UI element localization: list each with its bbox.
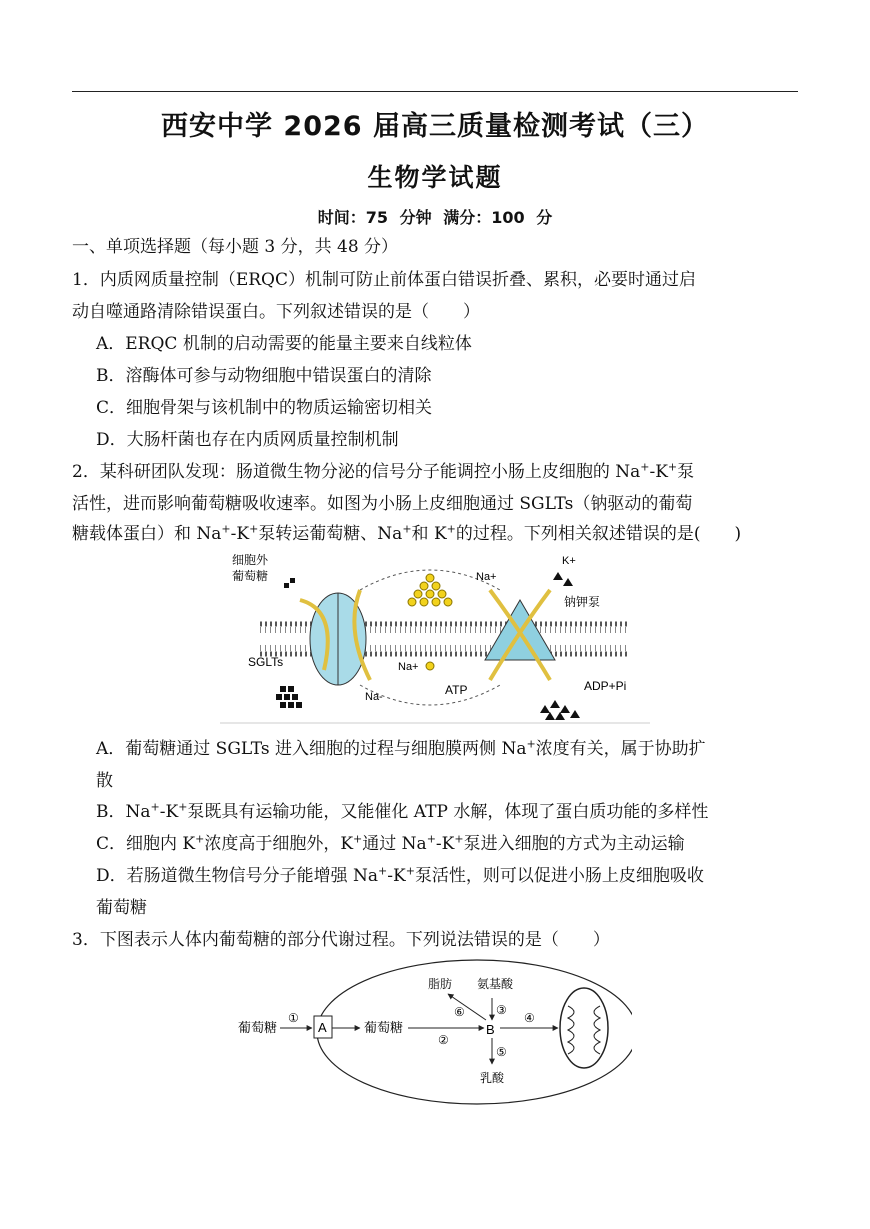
- label-step-5: ⑤: [496, 1045, 507, 1059]
- label-atp: ATP: [445, 683, 468, 697]
- label-step-4: ④: [524, 1011, 535, 1025]
- q2-stem-line1: 2．某科研团队发现：肠道微生物分泌的信号分子能调控小肠上皮细胞的 Na+-K+泵: [72, 460, 695, 482]
- mitochondrion-icon: [560, 988, 608, 1068]
- q1-stem-line2: 动自噬通路清除错误蛋白。下列叙述错误的是（ ）: [72, 302, 480, 322]
- label-na-bottom: Na-: [365, 691, 383, 703]
- label-fat: 脂肪: [428, 977, 453, 991]
- exam-info: [0, 205, 870, 228]
- mitochondrion-cristae: [568, 1006, 600, 1054]
- q3-stem: 3．下图表示人体内葡萄糖的部分代谢过程。下列说法错误的是（ ）: [72, 930, 610, 950]
- q2-option-b: B．Na+-K+泵既具有运输功能，又能催化 ATP 水解，体现了蛋白质功能的多样性: [96, 800, 709, 822]
- top-rule: [72, 91, 798, 92]
- membrane-transport-figure: [220, 550, 650, 725]
- q2-stem-line3: 糖载体蛋白）和 Na+-K+泵转运葡萄糖、Na+和 K+的过程。下列相关叙述错误的是( ): [72, 522, 742, 544]
- q2-stem-line2: 活性，进而影响葡萄糖吸收速率。如图为小肠上皮细胞通过 SGLTs（钠驱动的葡萄: [72, 494, 693, 514]
- label-b: B: [486, 1022, 495, 1037]
- q1-option-a: A．ERQC 机制的启动需要的能量主要来自线粒体: [96, 334, 472, 354]
- q2-option-c: C．细胞内 K+浓度高于细胞外，K+通过 Na+-K+泵进入细胞的方式为主动运输: [96, 832, 685, 854]
- exam-title: 西安中学 2026 届高三质量检测考试（三）: [161, 111, 709, 142]
- label-k-top: K+: [562, 555, 576, 567]
- label-na-mid: Na+: [398, 661, 419, 673]
- label-extracellular: 细胞外: [232, 553, 269, 567]
- q2-option-d-line1: D．若肠道微生物信号分子能增强 Na+-K+泵活性，则可以促进小肠上皮细胞吸收: [96, 864, 704, 886]
- q1-option-c: C．细胞骨架与该机制中的物质运输密切相关: [96, 398, 433, 418]
- score-label: 满分：100 分: [443, 208, 553, 227]
- q2-option-a-line2: 散: [96, 771, 113, 791]
- label-amino-acid: 氨基酸: [477, 977, 514, 991]
- label-sglts: SGLTs: [248, 655, 284, 669]
- glucose-inside: [276, 686, 302, 708]
- q2-option-d-line2: 葡萄糖: [96, 898, 147, 918]
- label-step-6: ⑥: [454, 1005, 465, 1019]
- label-step-3: ③: [496, 1003, 507, 1017]
- q1-option-b: B．溶酶体可参与动物细胞中错误蛋白的清除: [96, 366, 432, 386]
- label-lactate: 乳酸: [480, 1071, 505, 1085]
- label-step-2: ②: [438, 1033, 449, 1047]
- label-step-1: ①: [288, 1011, 299, 1025]
- time-label: 时间：75 分钟: [317, 208, 432, 227]
- q1-option-d: D．大肠杆菌也存在内质网质量控制机制: [96, 430, 399, 450]
- section-heading: 一、单项选择题（每小题 3 分，共 48 分）: [72, 237, 399, 257]
- glucose-metabolism-diagram: [232, 958, 632, 1108]
- q1-stem-line1: 1．内质网质量控制（ERQC）机制可防止前体蛋白错误折叠、累积，必要时通过启: [72, 270, 696, 290]
- q2-option-a-line1: A．葡萄糖通过 SGLTs 进入细胞的过程与细胞膜两侧 Na+浓度有关，属于协助扩: [96, 737, 706, 759]
- label-pump: 钠钾泵: [564, 595, 601, 609]
- label-na-top: Na+: [476, 571, 497, 583]
- label-a: A: [318, 1020, 327, 1035]
- label-adp: ADP+Pi: [584, 679, 627, 693]
- subject-title: 生物学试题: [367, 163, 503, 192]
- label-glucose: 葡萄糖: [232, 569, 269, 583]
- label-glucose-in: 葡萄糖: [364, 1020, 404, 1035]
- label-glucose-out: 葡萄糖: [238, 1020, 278, 1035]
